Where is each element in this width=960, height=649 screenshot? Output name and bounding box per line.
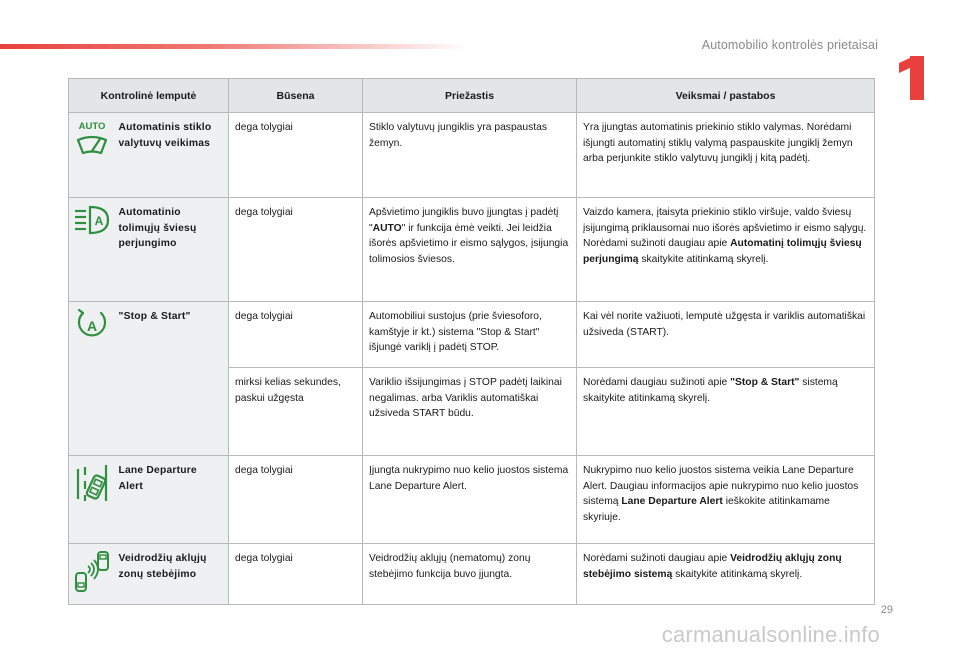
table-row xyxy=(69,198,875,302)
lamp-action: Norėdami sužinoti daugiau apie Veidrodžių aklųjų zonų stebėjimo sistemą skaitykite atitinkamą skyrelį. xyxy=(577,544,875,605)
lamp-name: Automatinio tolimųjų šviesų perjungimo xyxy=(115,198,229,302)
lamp-cause: Įjungta nukrypimo nuo kelio juostos sistema Lane Departure Alert. xyxy=(363,456,577,544)
col-header-lamp: Kontrolinė lemputė xyxy=(69,79,229,113)
lamp-cause: Variklio išsijungimas į STOP padėtį laikinai negalimas. arba Variklis automatiškai užsiveda START būdu. xyxy=(363,368,577,456)
auto-high-beam-icon xyxy=(72,203,112,237)
watermark: carmanualsonline.info xyxy=(661,622,880,647)
lamp-state: mirksi kelias sekundes, paskui užgęsta xyxy=(229,368,363,456)
lamp-name: Veidrodžių aklųjų zonų stebėjimo xyxy=(115,544,229,605)
lamp-cause: Veidrodžių aklųjų (nematomų) zonų stebėjimo funkcija buvo įjungta. xyxy=(363,544,577,605)
lamp-action: Vaizdo kamera, įtaisyta priekinio stiklo viršuje, valdo šviesų įsijungimą priklausomai nuo išorės apšvietimo ir eismo sąlygų. Norėdami sužinoti daugiau apie Automatinį tolimųjų šviesų perjungimą skaitykite atitinkamą skyrelį. xyxy=(577,198,875,302)
warning-lamp-table xyxy=(68,78,875,605)
table-row xyxy=(69,113,875,198)
lamp-cause: Automobiliui sustojus (prie šviesoforo, kamštyje ir kt.) sistema "Stop & Start" išjungė variklį į padėtį STOP. xyxy=(363,302,577,368)
lamp-cause: Stiklo valytuvų jungiklis yra paspaustas žemyn. xyxy=(363,113,577,198)
lamp-state: dega tolygiai xyxy=(229,198,363,302)
lamp-action: Yra įjungtas automatinis priekinio stiklo valymas. Norėdami išjungti automatinį stiklų valymą paspauskite jungiklį žemyn arba perjunkite stiklo valytuvų jungiklį į kitą padėtį. xyxy=(577,113,875,198)
svg-text:AUTO: AUTO xyxy=(78,121,106,132)
lamp-action: Kai vėl norite važiuoti, lemputė užgęsta ir variklis automatiškai užsiveda (START). xyxy=(577,302,875,368)
blind-spot-icon xyxy=(72,549,112,593)
stop-start-icon xyxy=(74,307,110,341)
lane-departure-icon xyxy=(74,461,110,503)
svg-text:A: A xyxy=(94,214,104,228)
table-row xyxy=(69,302,875,368)
table-row xyxy=(69,456,875,544)
table-header-row xyxy=(69,79,875,113)
lamp-state: dega tolygiai xyxy=(229,544,363,605)
lamp-state: dega tolygiai xyxy=(229,302,363,368)
table-row xyxy=(69,544,875,605)
col-header-cause: Priežastis xyxy=(363,79,577,113)
lamp-name: Automatinis stiklo valytuvų veikimas xyxy=(115,113,229,198)
lamp-action: Nukrypimo nuo kelio juostos sistema veikia Lane Departure Alert. Daugiau informacijos apie nukrypimo nuo kelio juostos sistemą Lane Departure Alert ieškokite atitinkamame skyriuje. xyxy=(577,456,875,544)
chapter-number-1 xyxy=(898,56,924,100)
lamp-cause: Apšvietimo jungiklis buvo įjungtas į padėtį "AUTO" ir funkcija ėmė veikti. Jei leidžia išorės apšvietimo ir eismo sąlygos, įsijungia tolimosios šviesos. xyxy=(363,198,577,302)
lamp-action: Norėdami daugiau sužinoti apie "Stop & Start" sistemą skaitykite atitinkamą skyrelį. xyxy=(577,368,875,456)
lamp-name: "Stop & Start" xyxy=(115,302,229,456)
page-header-title: Automobilio kontrolės prietaisai xyxy=(701,38,878,52)
page-number: 29 xyxy=(880,604,893,616)
lamp-name: Lane Departure Alert xyxy=(115,456,229,544)
auto-wiper-icon xyxy=(72,118,112,162)
header-accent-bar xyxy=(0,44,470,49)
lamp-state: dega tolygiai xyxy=(229,113,363,198)
lamp-state: dega tolygiai xyxy=(229,456,363,544)
svg-text:A: A xyxy=(86,318,97,334)
col-header-action: Veiksmai / pastabos xyxy=(577,79,875,113)
col-header-state: Būsena xyxy=(229,79,363,113)
